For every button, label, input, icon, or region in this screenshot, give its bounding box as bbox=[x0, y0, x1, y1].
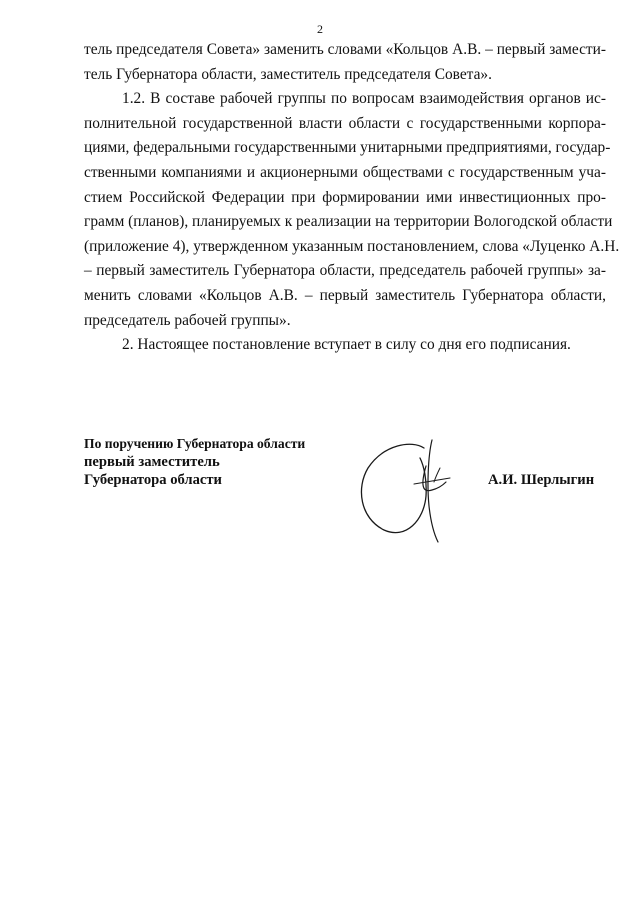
text-line: стием Российской Федерации при формировании ими инвестиционных про- bbox=[84, 188, 606, 206]
text-line: тель председателя Совета» заменить словами «Кольцов А.В. – первый замести- bbox=[84, 41, 606, 58]
paragraph-continuation bbox=[84, 38, 606, 87]
signature-block bbox=[84, 436, 624, 546]
signatory-position-line-1: первый заместитель bbox=[84, 454, 220, 470]
signatory-position-line-2: Губернатора области bbox=[84, 472, 222, 488]
text-line: циями, федеральными государственными унитарными предприятиями, государ- bbox=[84, 139, 611, 157]
text-line: полнительной государственной власти области с государственными корпора- bbox=[84, 114, 606, 132]
signature-on-behalf: По поручению Губернатора области bbox=[84, 436, 306, 451]
handwritten-signature bbox=[354, 436, 464, 544]
text-line: председатель рабочей группы». bbox=[84, 311, 291, 329]
paragraph-working-group bbox=[84, 87, 620, 333]
text-line: менить словами «Кольцов А.В. – первый заместитель Губернатора области, bbox=[84, 286, 606, 304]
document-body bbox=[84, 38, 620, 358]
text-line: грамм (планов), планируемых к реализации на территории Вологодской области bbox=[84, 213, 613, 231]
text-line: тель Губернатора области, заместитель председателя Совета». bbox=[84, 65, 492, 83]
text-line: ственными компаниями и акционерными обществами с государственным уча- bbox=[84, 163, 606, 181]
text-line: (приложение 4), утвержденном указанным постановлением, слова «Луценко А.Н. bbox=[84, 237, 620, 255]
page-number: 2 bbox=[317, 22, 323, 36]
text-line: – первый заместитель Губернатора области, председатель рабочей группы» за- bbox=[84, 262, 606, 280]
signatory-name: А.И. Шерлыгин bbox=[488, 472, 595, 488]
paragraph-effective-date bbox=[84, 333, 606, 358]
text-line: 2. Настоящее постановление вступает в силу со дня его подписания. bbox=[122, 336, 571, 354]
text-line: 1.2. В составе рабочей группы по вопросам взаимодействия органов ис- bbox=[122, 90, 606, 108]
